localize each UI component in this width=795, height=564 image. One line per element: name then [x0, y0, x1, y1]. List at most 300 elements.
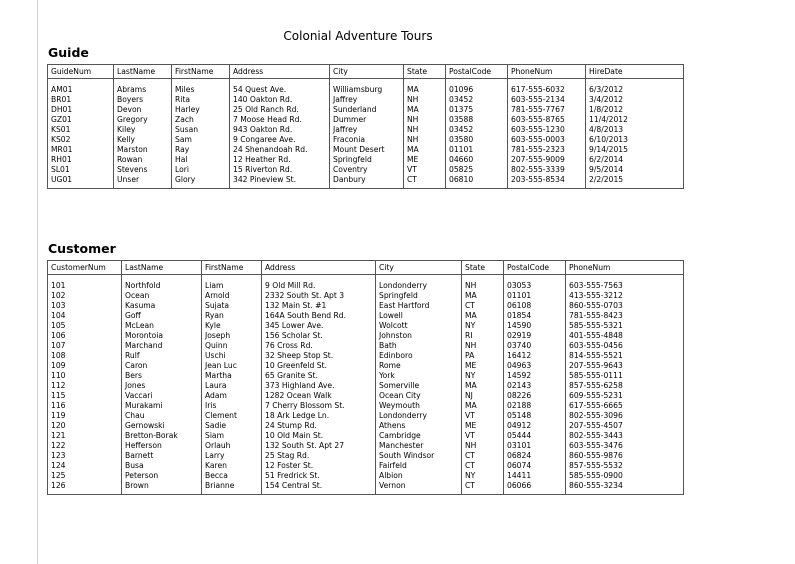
- guide-cell: Sam: [172, 135, 230, 145]
- table-row: [48, 341, 684, 351]
- customer-cell: Liam: [202, 275, 262, 292]
- table-row: [48, 125, 684, 135]
- customer-cell: Edinboro: [376, 351, 462, 361]
- customer-cell: 603-555-0456: [566, 341, 684, 351]
- customer-cell: 76 Cross Rd.: [262, 341, 376, 351]
- guide-cell: 4/8/2013: [586, 125, 684, 135]
- table-row: [48, 291, 684, 301]
- guide-cell: Danbury: [330, 175, 404, 189]
- guide-cell: Williamsburg: [330, 79, 404, 96]
- guide-column-header: GuideNum: [48, 65, 114, 79]
- customer-cell: 1282 Ocean Walk: [262, 391, 376, 401]
- guide-cell: BR01: [48, 95, 114, 105]
- customer-cell: 207-555-9643: [566, 361, 684, 371]
- customer-cell: 104: [48, 311, 122, 321]
- guide-column-header: FirstName: [172, 65, 230, 79]
- guide-cell: MR01: [48, 145, 114, 155]
- customer-cell: 03101: [504, 441, 566, 451]
- customer-cell: Laura: [202, 381, 262, 391]
- table-row: [48, 471, 684, 481]
- customer-cell: Manchester: [376, 441, 462, 451]
- guide-cell: 15 Riverton Rd.: [230, 165, 330, 175]
- guide-cell: Hal: [172, 155, 230, 165]
- table-row: [48, 331, 684, 341]
- customer-cell: CT: [462, 451, 504, 461]
- customer-cell: 107: [48, 341, 122, 351]
- customer-cell: 12 Foster St.: [262, 461, 376, 471]
- guide-cell: 781-555-7767: [508, 105, 586, 115]
- customer-cell: MA: [462, 311, 504, 321]
- customer-cell: 03053: [504, 275, 566, 292]
- customer-cell: 18 Ark Ledge Ln.: [262, 411, 376, 421]
- customer-cell: 373 Highland Ave.: [262, 381, 376, 391]
- customer-cell: 7 Cherry Blossom St.: [262, 401, 376, 411]
- customer-cell: 02188: [504, 401, 566, 411]
- customer-cell: Wolcott: [376, 321, 462, 331]
- customer-cell: Bers: [122, 371, 202, 381]
- customer-cell: Caron: [122, 361, 202, 371]
- guide-cell: 01101: [446, 145, 508, 155]
- table-row: [48, 95, 684, 105]
- guide-cell: Jaffrey: [330, 95, 404, 105]
- guide-cell: Boyers: [114, 95, 172, 105]
- guide-cell: 03588: [446, 115, 508, 125]
- customer-cell: 06824: [504, 451, 566, 461]
- customer-cell: MA: [462, 381, 504, 391]
- guide-cell: 11/4/2012: [586, 115, 684, 125]
- customer-cell: 112: [48, 381, 122, 391]
- customer-cell: Somerville: [376, 381, 462, 391]
- customer-cell: 06066: [504, 481, 566, 495]
- customer-cell: Rulf: [122, 351, 202, 361]
- customer-cell: 116: [48, 401, 122, 411]
- guide-cell: Abrams: [114, 79, 172, 96]
- customer-cell: Bretton-Borak: [122, 431, 202, 441]
- table-row: [48, 461, 684, 471]
- customer-cell: MA: [462, 291, 504, 301]
- guide-cell: Susan: [172, 125, 230, 135]
- guide-cell: 2/2/2015: [586, 175, 684, 189]
- customer-cell: 05148: [504, 411, 566, 421]
- customer-section-title: Customer: [48, 241, 116, 256]
- table-row: [48, 275, 684, 292]
- customer-cell: 65 Granite St.: [262, 371, 376, 381]
- customer-cell: 115: [48, 391, 122, 401]
- customer-cell: Albion: [376, 471, 462, 481]
- customer-cell: Barnett: [122, 451, 202, 461]
- customer-cell: Sujata: [202, 301, 262, 311]
- customer-cell: 06074: [504, 461, 566, 471]
- customer-cell: 04912: [504, 421, 566, 431]
- customer-cell: Arnold: [202, 291, 262, 301]
- customer-cell: 51 Fredrick St.: [262, 471, 376, 481]
- guide-cell: UG01: [48, 175, 114, 189]
- customer-cell: Springfeld: [376, 291, 462, 301]
- guide-cell: MA: [404, 105, 446, 115]
- guide-cell: Jaffrey: [330, 125, 404, 135]
- customer-cell: Martha: [202, 371, 262, 381]
- customer-cell: Ocean City: [376, 391, 462, 401]
- table-row: [48, 79, 684, 96]
- customer-column-header: State: [462, 261, 504, 275]
- guide-cell: 9 Congaree Ave.: [230, 135, 330, 145]
- customer-cell: 585-555-0900: [566, 471, 684, 481]
- customer-cell: Busa: [122, 461, 202, 471]
- customer-cell: 06108: [504, 301, 566, 311]
- guide-column-header: PhoneNum: [508, 65, 586, 79]
- guide-cell: RH01: [48, 155, 114, 165]
- customer-cell: Cambridge: [376, 431, 462, 441]
- guide-cell: 802-555-3339: [508, 165, 586, 175]
- guide-cell: 1/8/2012: [586, 105, 684, 115]
- guide-cell: 3/4/2012: [586, 95, 684, 105]
- customer-table: [47, 260, 684, 495]
- customer-cell: Ryan: [202, 311, 262, 321]
- customer-cell: Uschi: [202, 351, 262, 361]
- customer-cell: East Hartford: [376, 301, 462, 311]
- guide-cell: Springfeld: [330, 155, 404, 165]
- guide-cell: 12 Heather Rd.: [230, 155, 330, 165]
- customer-cell: 860-555-3234: [566, 481, 684, 495]
- customer-cell: NY: [462, 371, 504, 381]
- guide-cell: Glory: [172, 175, 230, 189]
- customer-column-header: PhoneNum: [566, 261, 684, 275]
- customer-cell: 101: [48, 275, 122, 292]
- customer-cell: Sadie: [202, 421, 262, 431]
- customer-cell: 01101: [504, 291, 566, 301]
- guide-cell: CT: [404, 175, 446, 189]
- guide-cell: Miles: [172, 79, 230, 96]
- customer-cell: 05444: [504, 431, 566, 441]
- customer-column-header: LastName: [122, 261, 202, 275]
- customer-cell: Adam: [202, 391, 262, 401]
- customer-cell: NH: [462, 441, 504, 451]
- guide-cell: Marston: [114, 145, 172, 155]
- customer-cell: Gernowski: [122, 421, 202, 431]
- customer-cell: 105: [48, 321, 122, 331]
- customer-cell: 126: [48, 481, 122, 495]
- guide-cell: Lori: [172, 165, 230, 175]
- customer-cell: 802-555-3443: [566, 431, 684, 441]
- customer-header-row: [48, 261, 684, 275]
- customer-cell: Brown: [122, 481, 202, 495]
- customer-cell: Peterson: [122, 471, 202, 481]
- customer-cell: 108: [48, 351, 122, 361]
- guide-cell: ME: [404, 155, 446, 165]
- customer-cell: Goff: [122, 311, 202, 321]
- customer-cell: NY: [462, 321, 504, 331]
- customer-cell: 413-555-3212: [566, 291, 684, 301]
- guide-cell: Harley: [172, 105, 230, 115]
- customer-cell: Orlauh: [202, 441, 262, 451]
- customer-cell: Hefferson: [122, 441, 202, 451]
- customer-cell: 124: [48, 461, 122, 471]
- guide-column-header: City: [330, 65, 404, 79]
- customer-cell: 109: [48, 361, 122, 371]
- table-row: [48, 115, 684, 125]
- table-row: [48, 351, 684, 361]
- guide-cell: 6/10/2013: [586, 135, 684, 145]
- customer-cell: Karen: [202, 461, 262, 471]
- customer-cell: VT: [462, 431, 504, 441]
- guide-cell: NH: [404, 125, 446, 135]
- customer-cell: Clement: [202, 411, 262, 421]
- table-row: [48, 135, 684, 145]
- customer-cell: CT: [462, 481, 504, 495]
- customer-cell: 102: [48, 291, 122, 301]
- guide-column-header: HireDate: [586, 65, 684, 79]
- customer-cell: Vernon: [376, 481, 462, 495]
- customer-cell: 120: [48, 421, 122, 431]
- guide-table-body: [48, 79, 684, 189]
- customer-cell: 02143: [504, 381, 566, 391]
- customer-cell: 16412: [504, 351, 566, 361]
- customer-cell: NJ: [462, 391, 504, 401]
- guide-cell: GZ01: [48, 115, 114, 125]
- table-row: [48, 411, 684, 421]
- customer-cell: ME: [462, 421, 504, 431]
- customer-cell: 781-555-8423: [566, 311, 684, 321]
- table-row: [48, 391, 684, 401]
- customer-cell: CT: [462, 461, 504, 471]
- customer-cell: Ocean: [122, 291, 202, 301]
- customer-cell: 585-555-5321: [566, 321, 684, 331]
- guide-cell: 603-555-0003: [508, 135, 586, 145]
- table-row: [48, 155, 684, 165]
- table-row: [48, 311, 684, 321]
- guide-cell: Rita: [172, 95, 230, 105]
- customer-cell: 154 Central St.: [262, 481, 376, 495]
- customer-cell: RI: [462, 331, 504, 341]
- customer-cell: Siam: [202, 431, 262, 441]
- document-page: [37, 0, 788, 564]
- guide-cell: Unser: [114, 175, 172, 189]
- customer-cell: Chau: [122, 411, 202, 421]
- customer-column-header: CustomerNum: [48, 261, 122, 275]
- customer-column-header: FirstName: [202, 261, 262, 275]
- customer-cell: Kasuma: [122, 301, 202, 311]
- customer-cell: Brianne: [202, 481, 262, 495]
- guide-cell: 342 Pineview St.: [230, 175, 330, 189]
- table-row: [48, 145, 684, 155]
- guide-cell: Zach: [172, 115, 230, 125]
- guide-table: [47, 64, 684, 189]
- customer-cell: Athens: [376, 421, 462, 431]
- guide-cell: Fraconia: [330, 135, 404, 145]
- customer-cell: South Windsor: [376, 451, 462, 461]
- guide-header-row: [48, 65, 684, 79]
- guide-cell: Kelly: [114, 135, 172, 145]
- customer-cell: CT: [462, 301, 504, 311]
- guide-cell: 140 Oakton Rd.: [230, 95, 330, 105]
- table-row: [48, 421, 684, 431]
- customer-cell: Larry: [202, 451, 262, 461]
- customer-cell: 603-555-3476: [566, 441, 684, 451]
- guide-cell: 05825: [446, 165, 508, 175]
- guide-cell: 54 Quest Ave.: [230, 79, 330, 96]
- customer-cell: Johnston: [376, 331, 462, 341]
- table-row: [48, 105, 684, 115]
- customer-cell: MA: [462, 401, 504, 411]
- guide-cell: 06810: [446, 175, 508, 189]
- guide-cell: 6/3/2012: [586, 79, 684, 96]
- customer-cell: 123: [48, 451, 122, 461]
- guide-cell: MA: [404, 79, 446, 96]
- customer-cell: Joseph: [202, 331, 262, 341]
- customer-cell: 01854: [504, 311, 566, 321]
- guide-cell: 03452: [446, 95, 508, 105]
- guide-cell: Ray: [172, 145, 230, 155]
- customer-cell: Lowell: [376, 311, 462, 321]
- customer-cell: 860-555-9876: [566, 451, 684, 461]
- customer-cell: 122: [48, 441, 122, 451]
- customer-cell: 860-555-0703: [566, 301, 684, 311]
- guide-cell: 24 Shenandoah Rd.: [230, 145, 330, 155]
- customer-cell: 164A South Bend Rd.: [262, 311, 376, 321]
- guide-cell: NH: [404, 135, 446, 145]
- customer-cell: 24 Stump Rd.: [262, 421, 376, 431]
- customer-cell: 02919: [504, 331, 566, 341]
- guide-cell: Coventry: [330, 165, 404, 175]
- table-row: [48, 301, 684, 311]
- table-row: [48, 481, 684, 495]
- customer-cell: 103: [48, 301, 122, 311]
- customer-cell: Londonderry: [376, 275, 462, 292]
- guide-cell: 01375: [446, 105, 508, 115]
- table-row: [48, 441, 684, 451]
- guide-cell: Kiley: [114, 125, 172, 135]
- customer-column-header: City: [376, 261, 462, 275]
- customer-cell: NH: [462, 275, 504, 292]
- customer-cell: 132 Main St. #1: [262, 301, 376, 311]
- guide-cell: 9/14/2015: [586, 145, 684, 155]
- guide-column-header: State: [404, 65, 446, 79]
- guide-cell: 25 Old Ranch Rd.: [230, 105, 330, 115]
- guide-cell: Dummer: [330, 115, 404, 125]
- guide-cell: NH: [404, 95, 446, 105]
- customer-cell: 14590: [504, 321, 566, 331]
- customer-table-body: [48, 275, 684, 495]
- guide-cell: AM01: [48, 79, 114, 96]
- guide-cell: KS02: [48, 135, 114, 145]
- guide-cell: 7 Moose Head Rd.: [230, 115, 330, 125]
- customer-cell: Rome: [376, 361, 462, 371]
- customer-cell: 14411: [504, 471, 566, 481]
- customer-cell: 106: [48, 331, 122, 341]
- customer-cell: Murakami: [122, 401, 202, 411]
- customer-cell: 802-555-3096: [566, 411, 684, 421]
- customer-cell: Jones: [122, 381, 202, 391]
- guide-cell: 6/2/2014: [586, 155, 684, 165]
- customer-cell: 04963: [504, 361, 566, 371]
- customer-cell: NY: [462, 471, 504, 481]
- customer-cell: Marchand: [122, 341, 202, 351]
- customer-cell: 03740: [504, 341, 566, 351]
- guide-cell: 603-555-1230: [508, 125, 586, 135]
- guide-cell: 603-555-2134: [508, 95, 586, 105]
- table-row: [48, 361, 684, 371]
- customer-cell: Jean Luc: [202, 361, 262, 371]
- guide-cell: 603-555-8765: [508, 115, 586, 125]
- guide-cell: Devon: [114, 105, 172, 115]
- guide-cell: Mount Desert: [330, 145, 404, 155]
- guide-cell: Gregory: [114, 115, 172, 125]
- customer-cell: 14592: [504, 371, 566, 381]
- table-row: [48, 381, 684, 391]
- customer-cell: 814-555-5521: [566, 351, 684, 361]
- guide-cell: 03580: [446, 135, 508, 145]
- customer-cell: 110: [48, 371, 122, 381]
- customer-cell: 603-555-7563: [566, 275, 684, 292]
- guide-cell: 781-555-2323: [508, 145, 586, 155]
- guide-cell: SL01: [48, 165, 114, 175]
- customer-cell: Kyle: [202, 321, 262, 331]
- guide-cell: Stevens: [114, 165, 172, 175]
- customer-cell: Vaccari: [122, 391, 202, 401]
- table-row: [48, 451, 684, 461]
- customer-cell: 156 Scholar St.: [262, 331, 376, 341]
- table-row: [48, 431, 684, 441]
- customer-cell: Fairfeld: [376, 461, 462, 471]
- guide-cell: 207-555-9009: [508, 155, 586, 165]
- customer-cell: Londonderry: [376, 411, 462, 421]
- customer-cell: 121: [48, 431, 122, 441]
- guide-cell: 03452: [446, 125, 508, 135]
- customer-cell: 401-555-4848: [566, 331, 684, 341]
- guide-cell: 04660: [446, 155, 508, 165]
- table-row: [48, 321, 684, 331]
- customer-cell: VT: [462, 411, 504, 421]
- customer-cell: Iris: [202, 401, 262, 411]
- customer-cell: 10 Greenfeld St.: [262, 361, 376, 371]
- customer-cell: Weymouth: [376, 401, 462, 411]
- guide-cell: 203-555-8534: [508, 175, 586, 189]
- guide-cell: KS01: [48, 125, 114, 135]
- customer-cell: PA: [462, 351, 504, 361]
- customer-cell: 857-555-6258: [566, 381, 684, 391]
- customer-cell: 25 Stag Rd.: [262, 451, 376, 461]
- customer-cell: Becca: [202, 471, 262, 481]
- table-row: [48, 165, 684, 175]
- customer-column-header: Address: [262, 261, 376, 275]
- table-row: [48, 175, 684, 189]
- customer-cell: Bath: [376, 341, 462, 351]
- document-title: Colonial Adventure Tours: [283, 29, 433, 43]
- customer-cell: ME: [462, 361, 504, 371]
- customer-cell: 857-555-5532: [566, 461, 684, 471]
- customer-cell: 609-555-5231: [566, 391, 684, 401]
- guide-column-header: PostalCode: [446, 65, 508, 79]
- customer-cell: Northfold: [122, 275, 202, 292]
- guide-cell: MA: [404, 145, 446, 155]
- guide-cell: VT: [404, 165, 446, 175]
- customer-cell: 345 Lower Ave.: [262, 321, 376, 331]
- customer-column-header: PostalCode: [504, 261, 566, 275]
- customer-cell: 9 Old Mill Rd.: [262, 275, 376, 292]
- guide-cell: 943 Oakton Rd.: [230, 125, 330, 135]
- customer-cell: 10 Old Main St.: [262, 431, 376, 441]
- customer-cell: 32 Sheep Stop St.: [262, 351, 376, 361]
- guide-cell: NH: [404, 115, 446, 125]
- customer-cell: McLean: [122, 321, 202, 331]
- customer-cell: 119: [48, 411, 122, 421]
- customer-cell: Quinn: [202, 341, 262, 351]
- customer-cell: 585-555-0111: [566, 371, 684, 381]
- guide-cell: 617-555-6032: [508, 79, 586, 96]
- table-row: [48, 371, 684, 381]
- guide-cell: 9/5/2014: [586, 165, 684, 175]
- customer-cell: 132 South St. Apt 27: [262, 441, 376, 451]
